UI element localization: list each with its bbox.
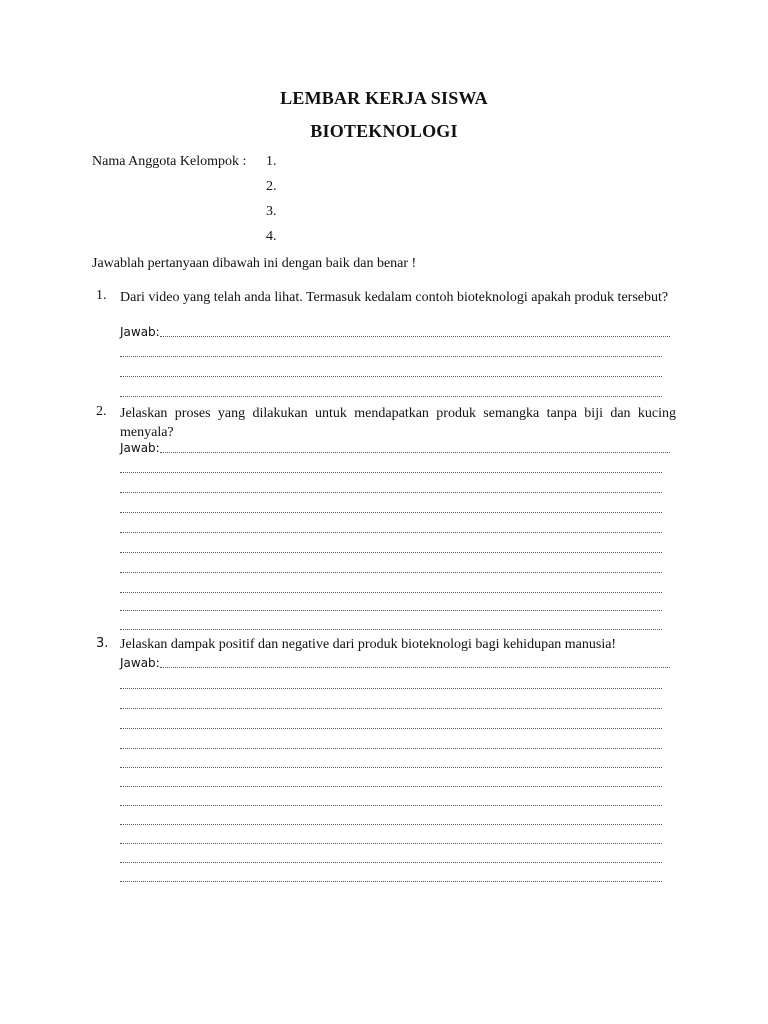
answer-line[interactable] <box>120 480 662 496</box>
answer-line[interactable] <box>120 540 662 556</box>
member-number-4: 4. <box>266 229 277 244</box>
member-number-1: 1. <box>266 154 277 169</box>
answer-label: Jawab: <box>120 324 670 340</box>
answer-line[interactable] <box>120 520 662 536</box>
answer-label: Jawab: <box>120 655 670 671</box>
answer-label: Jawab: <box>120 440 670 456</box>
answer-line[interactable] <box>120 560 662 576</box>
answer-line[interactable] <box>120 850 662 866</box>
worksheet-title: LEMBAR KERJA SISWA <box>280 88 488 108</box>
instruction-text: Jawablah pertanyaan dibawah ini dengan baik dan benar ! <box>92 256 417 271</box>
answer-line[interactable] <box>120 869 662 885</box>
question-number: 1. <box>96 288 107 303</box>
question-text: Jelaskan proses yang dilakukan untuk mendapatkan produk semangka tanpa biji dan kucing menyala? <box>120 406 676 440</box>
answer-line[interactable] <box>160 440 670 456</box>
answer-line[interactable] <box>120 676 662 692</box>
question-text: Dari video yang telah anda lihat. Termasuk kedalam contoh bioteknologi apakah produk tersebut? <box>120 290 669 305</box>
answer-line[interactable] <box>120 344 662 360</box>
member-number-3: 3. <box>266 204 277 219</box>
answer-line[interactable] <box>120 696 662 712</box>
worksheet-subtitle: BIOTEKNOLOGI <box>310 121 458 141</box>
answer-line[interactable] <box>120 793 662 809</box>
answer-line[interactable] <box>160 655 670 671</box>
answer-line[interactable] <box>120 617 662 633</box>
answer-line[interactable] <box>120 755 662 771</box>
group-members-label: Nama Anggota Kelompok : <box>92 154 247 169</box>
member-number-2: 2. <box>266 179 277 194</box>
answer-line[interactable] <box>120 812 662 828</box>
answer-line[interactable] <box>120 716 662 732</box>
question-number: 3. <box>96 636 109 651</box>
question-text: Jelaskan dampak positif dan negative dari produk bioteknologi bagi kehidupan manusia! <box>120 637 617 652</box>
answer-line[interactable] <box>120 736 662 752</box>
answer-line[interactable] <box>120 500 662 516</box>
answer-line[interactable] <box>120 460 662 476</box>
answer-line[interactable] <box>120 831 662 847</box>
answer-line[interactable] <box>120 580 662 596</box>
question-number: 2. <box>96 404 107 419</box>
answer-line[interactable] <box>120 364 662 380</box>
answer-line[interactable] <box>160 324 670 340</box>
answer-line[interactable] <box>120 598 662 614</box>
answer-line[interactable] <box>120 384 662 400</box>
answer-line[interactable] <box>120 774 662 790</box>
